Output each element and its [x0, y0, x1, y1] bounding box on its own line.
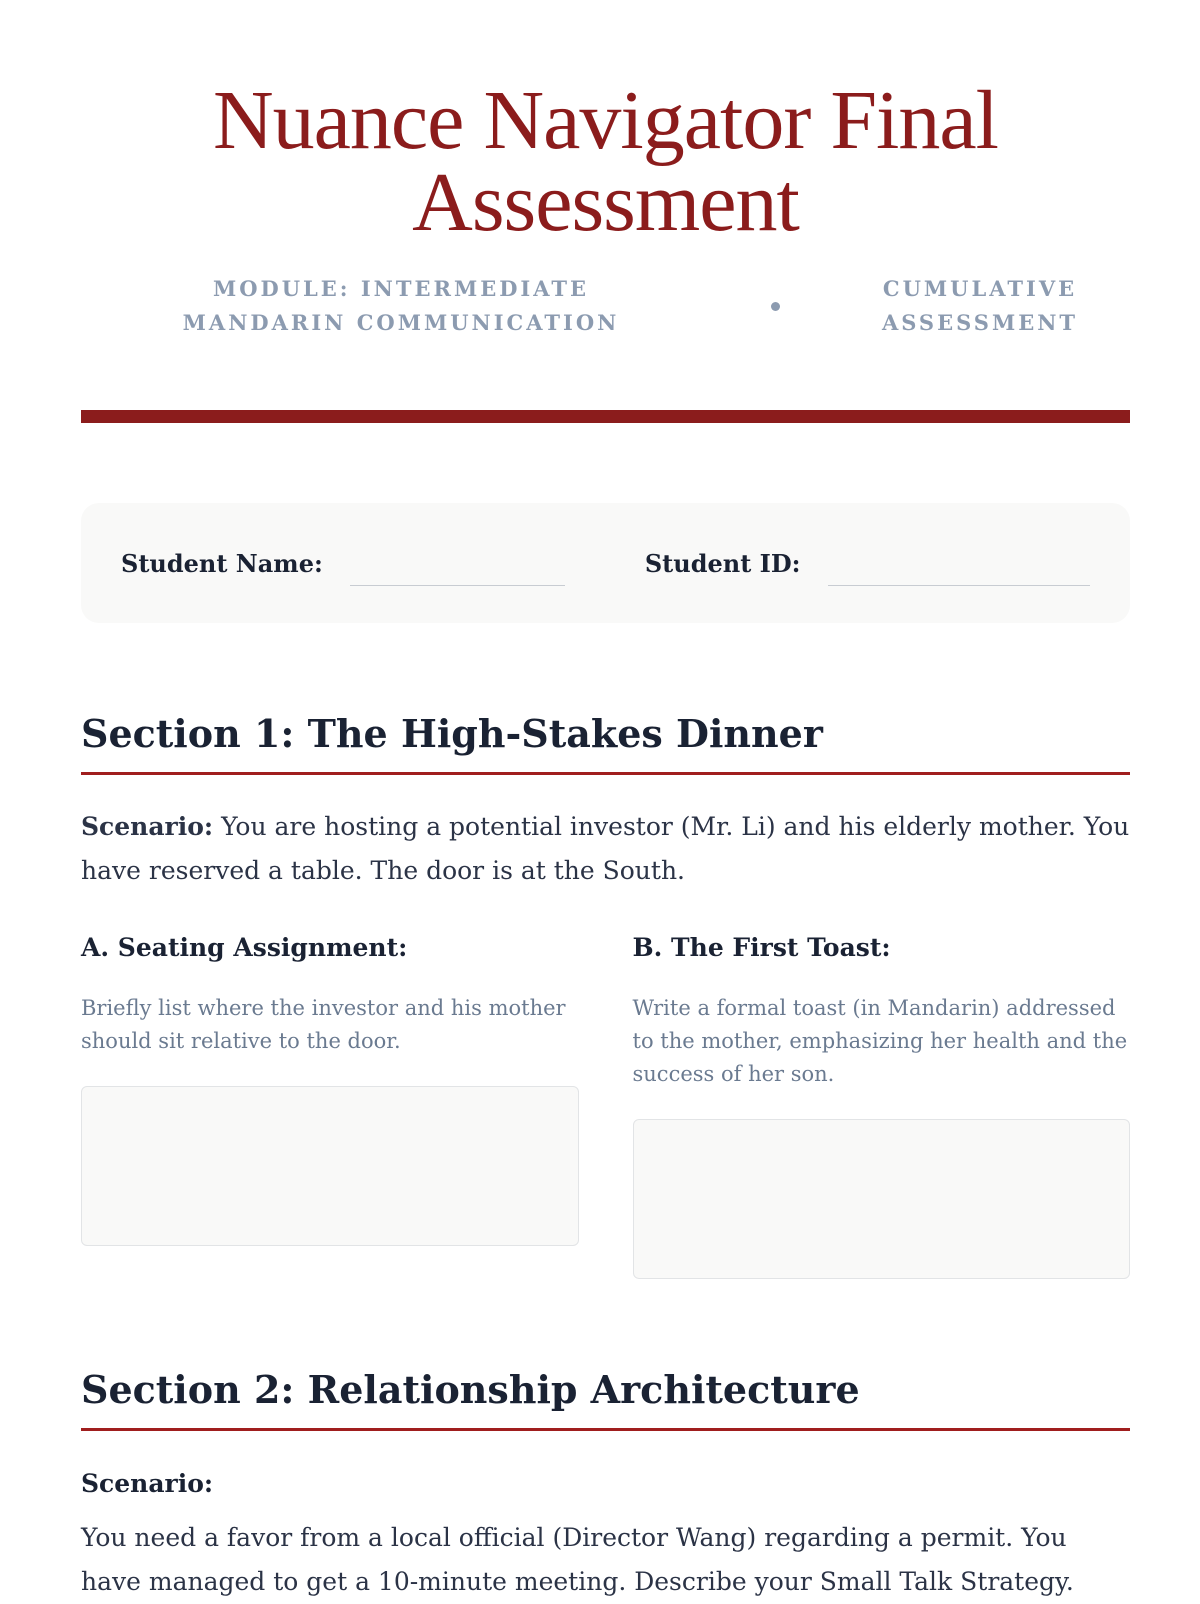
student-id-label: Student ID: [644, 548, 801, 578]
section-1-heading: Section 1: The High-Stakes Dinner [81, 711, 1130, 775]
scenario-label: Scenario: [81, 812, 214, 841]
toast-answer-box[interactable] [633, 1119, 1131, 1279]
seating-answer-box[interactable] [81, 1086, 579, 1246]
separator-dot-icon [771, 302, 780, 311]
toast-hint: Write a formal toast (in Mandarin) addressed to the mother, emphasizing her health and the success of her son. [632, 996, 1128, 1086]
page-title: Nuance Navigator Final Assessment [212, 74, 999, 249]
seating-hint: Briefly list where the investor and his mother should sit relative to the door. [81, 996, 566, 1053]
toast-heading: B. The First Toast: [632, 933, 891, 962]
student-info-card [81, 503, 1130, 623]
header-divider [81, 410, 1130, 423]
section-1-scenario [81, 805, 1130, 893]
student-id-field[interactable] [828, 561, 1090, 586]
student-name-label: Student Name: [121, 548, 323, 578]
section-2-heading: Section 2: Relationship Architecture [81, 1367, 1130, 1431]
toast-question [633, 933, 1131, 1279]
assessment-type: CUMULATIVE ASSESSMENT [881, 276, 1079, 335]
student-name-field[interactable] [350, 561, 565, 586]
meta-row [81, 272, 1130, 340]
seating-heading: A. Seating Assignment: [81, 933, 408, 962]
module-label: MODULE: INTERMEDIATE MANDARIN COMMUNICATION [182, 276, 620, 335]
section-2-scenario-label: Scenario: [81, 1469, 214, 1498]
section-2-scenario-text: You need a favor from a local official (Director Wang) regarding a permit. You have managed to get a 10-minute meeting. Describe your Small Talk Strategy. [81, 1523, 1074, 1596]
seating-question [81, 933, 579, 1279]
scenario-text: You are hosting a potential investor (Mr. Li) and his elderly mother. You have reserved a table. The door is at the South. [81, 812, 1130, 885]
